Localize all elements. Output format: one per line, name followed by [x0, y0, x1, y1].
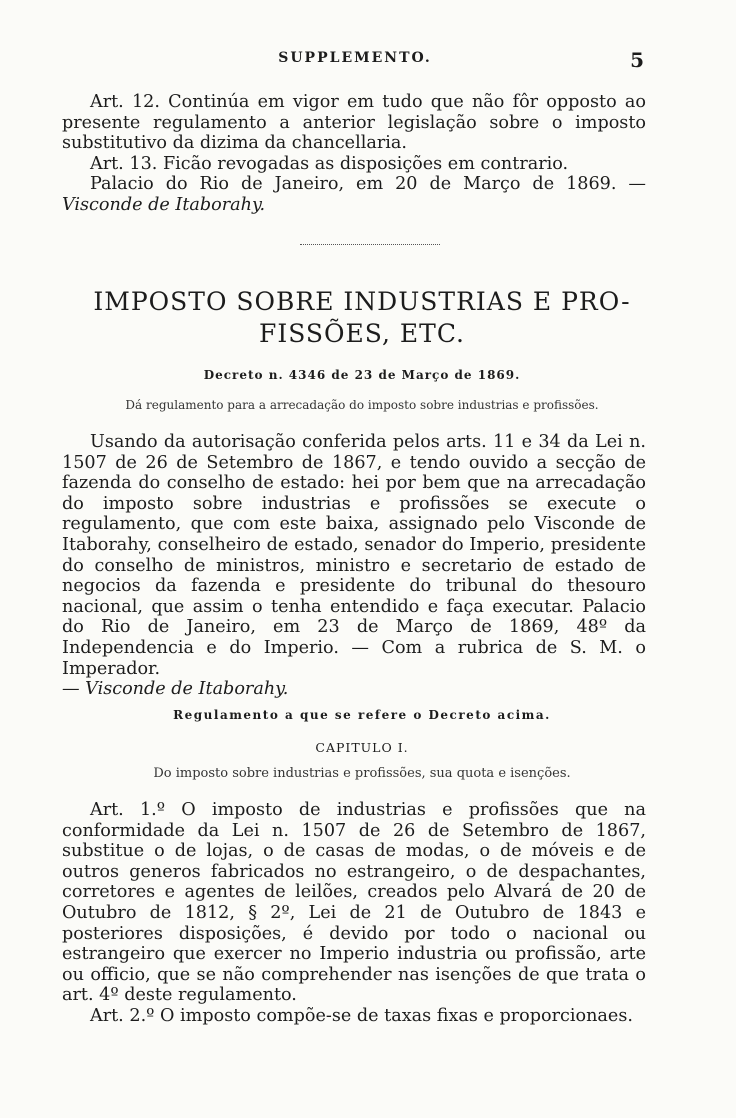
previous-section	[62, 92, 646, 216]
article-12: Art. 12. Continúa em vigor em tudo que não fôr opposto ao presente regulamento a anterior legislação sobre o imposto substitutivo da dizima da chancellaria.	[62, 92, 646, 154]
section-title	[62, 286, 662, 350]
page-number: 5	[630, 48, 644, 72]
decree-body-text: Usando da autorisação conferida pelos arts. 11 e 34 da Lei n. 1507 de 26 de Setembro de 1867, e tendo ouvido a secção de fazenda do conselho de estado: hei por bem que na arrecadação do imposto sobre industrias e profissões se execute o regulamento, que com este baixa, assignado pelo Visconde de Itaborahy, conselheiro de estado, senador do Imperio, presidente do conselho de ministros, ministro e secretario de estado de negocios da fazenda e presidente do tribunal do thesouro nacional, que assim o tenha entendido e faça executar. Palacio do Rio de Janeiro, em 23 de Março de 1869, 48º da Independencia e do Imperio. — Com a rubrica de S. M. o Imperador.	[62, 432, 646, 679]
chapter-subtitle: Do imposto sobre industrias e profissões, sua quota e isenções.	[153, 766, 571, 781]
decree-signature: — Visconde de Itaborahy.	[62, 679, 289, 700]
regulation-title: Regulamento a que se refere o Decreto acima.	[173, 708, 551, 722]
chapter-heading: CAPITULO I.	[315, 740, 409, 755]
article-2: Art. 2.º O imposto compõe-se de taxas fixas e proporcionaes.	[90, 1005, 633, 1026]
running-header	[60, 50, 650, 72]
section-title-line-1: IMPOSTO SOBRE INDUSTRIAS E PRO-	[93, 287, 631, 316]
previous-dateline: Palacio do Rio de Janeiro, em 20 de Março de 1869. —	[90, 174, 646, 195]
regulation-body	[62, 800, 646, 1027]
section-title-line-2: FISSÕES, ETC.	[258, 319, 466, 348]
decree-body	[62, 432, 646, 700]
previous-signature: Visconde de Itaborahy.	[62, 194, 266, 215]
running-title: SUPPLEMENTO.	[278, 50, 432, 66]
section-divider	[300, 244, 440, 245]
article-1: Art. 1.º O imposto de industrias e profissões que na conformidade da Lei n. 1507 de 26 de Setembro de 1867, substitue o de lojas, o de casas de modas, o de móveis e de outros generos fabricados no estrangeiro, o de despachantes, corretores e agentes de leilões, creados pelo Alvará de 20 de Outubro de 1812, § 2º, Lei de 21 de Outubro de 1843 e posteriores disposições, é devido por todo o nacional ou estrangeiro que exercer no Imperio industria ou profissão, arte ou officio, que se não comprehender nas isenções de que trata o art. 4º deste regulamento.	[62, 800, 646, 1006]
article-13: Art. 13. Ficão revogadas as disposições em contrario.	[90, 153, 569, 174]
decree-summary: Dá regulamento para a arrecadação do imposto sobre industrias e profissões.	[125, 398, 599, 412]
decree-reference: Decreto n. 4346 de 23 de Março de 1869.	[203, 368, 521, 382]
decree-text	[62, 432, 646, 700]
previous-signature-paragraph	[62, 174, 646, 215]
